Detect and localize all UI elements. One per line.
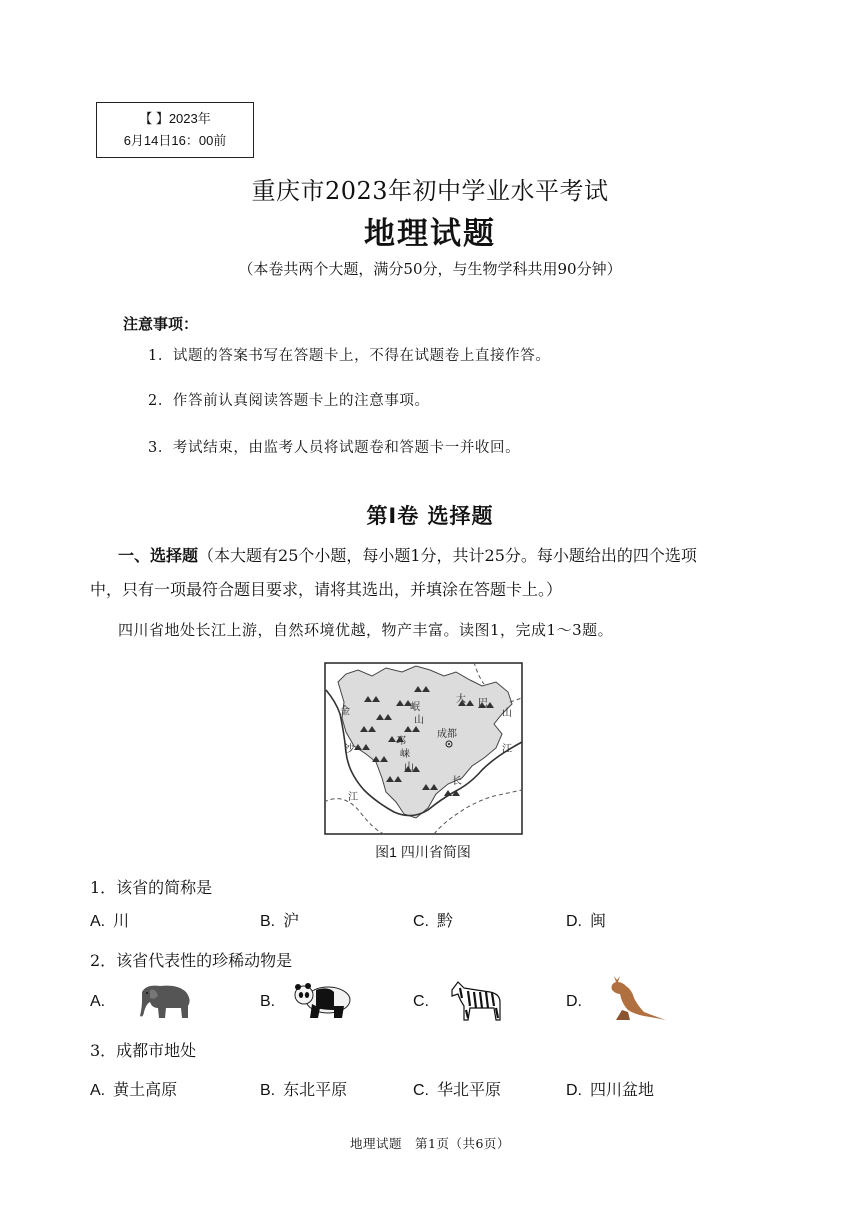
map-label-jin: 金 xyxy=(340,706,350,717)
map-label-da: 大 xyxy=(456,694,466,705)
option-a[interactable]: A. 黄土高原 xyxy=(90,1082,178,1099)
exam-info: （本卷共两个大题，满分50分，与生物学科共用90分钟） xyxy=(238,260,622,278)
notice-heading: 注意事项： xyxy=(123,315,199,333)
notice-item: 3．考试结束，由监考人员将试题卷和答题卡一并收回。 xyxy=(148,440,521,456)
option-d[interactable]: D. 四川盆地 xyxy=(566,1082,655,1099)
page-footer: 地理试题 第1页（共6页） xyxy=(350,1136,510,1151)
panda-icon xyxy=(290,980,356,1020)
kangaroo-icon xyxy=(600,972,668,1024)
question-stem: 3．成都市地处 xyxy=(90,1041,197,1060)
map-label-sha: 沙 xyxy=(344,744,354,755)
map-label-min-shan: 山 xyxy=(414,715,424,726)
part-desc: （本大题有25个小题，每小题1分，共计25分。每小题给出的四个选项 xyxy=(198,546,697,565)
map-label-lai: 崃 xyxy=(400,749,410,760)
option-c[interactable]: C. 华北平原 xyxy=(413,1082,502,1099)
option-b[interactable]: B. 沪 xyxy=(260,913,300,930)
notice-item: 2．作答前认真阅读答题卡上的注意事项。 xyxy=(148,393,430,409)
map-label-qiong: 邛 xyxy=(396,736,406,747)
part-description-line-2: 中，只有一项最符合题目要求，请将其选出，并填涂在答题卡上。） xyxy=(90,580,563,599)
map-label-chengdu: 成都 xyxy=(437,729,457,740)
map-label-qiong-shan: 山 xyxy=(404,762,414,773)
option-b[interactable]: B. xyxy=(260,993,276,1010)
map-label-min: 岷 xyxy=(410,702,420,713)
map-label-jiang-east: 江 xyxy=(502,744,512,755)
map-label-ba: 巴 xyxy=(478,698,488,709)
figure-caption: 图1 四川省简图 xyxy=(375,844,471,860)
question-stem: 1．该省的简称是 xyxy=(90,878,213,897)
notice-item: 1．试题的答案书写在答题卡上，不得在试题卷上直接作答。 xyxy=(148,348,551,364)
map-label-shan: 山 xyxy=(502,708,512,719)
option-c[interactable]: C. 黔 xyxy=(413,913,454,930)
option-d[interactable]: D. xyxy=(566,993,582,1010)
option-a[interactable]: A. 川 xyxy=(90,913,130,930)
exam-title: 重庆市2023年初中学业水平考试 xyxy=(251,177,609,205)
question-stem: 2．该省代表性的珍稀动物是 xyxy=(90,951,293,970)
elephant-icon xyxy=(132,980,198,1022)
part-description-line-1 xyxy=(118,543,697,566)
map-label-chang: 长 xyxy=(452,776,462,787)
deadline-line-2: 6月14日16：00前 xyxy=(123,133,227,148)
deadline-line-1: 【 】2023年 xyxy=(139,111,211,126)
part-label: 一、选择题 xyxy=(118,546,199,565)
submission-deadline-box xyxy=(96,102,254,158)
section-title: 第Ⅰ卷 选择题 xyxy=(366,504,494,528)
map-label-jiang: 江 xyxy=(348,792,358,803)
subject-title: 地理试题 xyxy=(364,216,496,252)
option-b[interactable]: B. 东北平原 xyxy=(260,1082,348,1099)
option-c[interactable]: C. xyxy=(413,993,429,1010)
zebra-icon xyxy=(446,978,506,1024)
question-intro: 四川省地处长江上游，自然环境优越，物产丰富。读图1，完成1～3题。 xyxy=(118,621,614,639)
option-d[interactable]: D. 闽 xyxy=(566,913,607,930)
option-a[interactable]: A. xyxy=(90,993,106,1010)
sichuan-map xyxy=(324,662,523,835)
